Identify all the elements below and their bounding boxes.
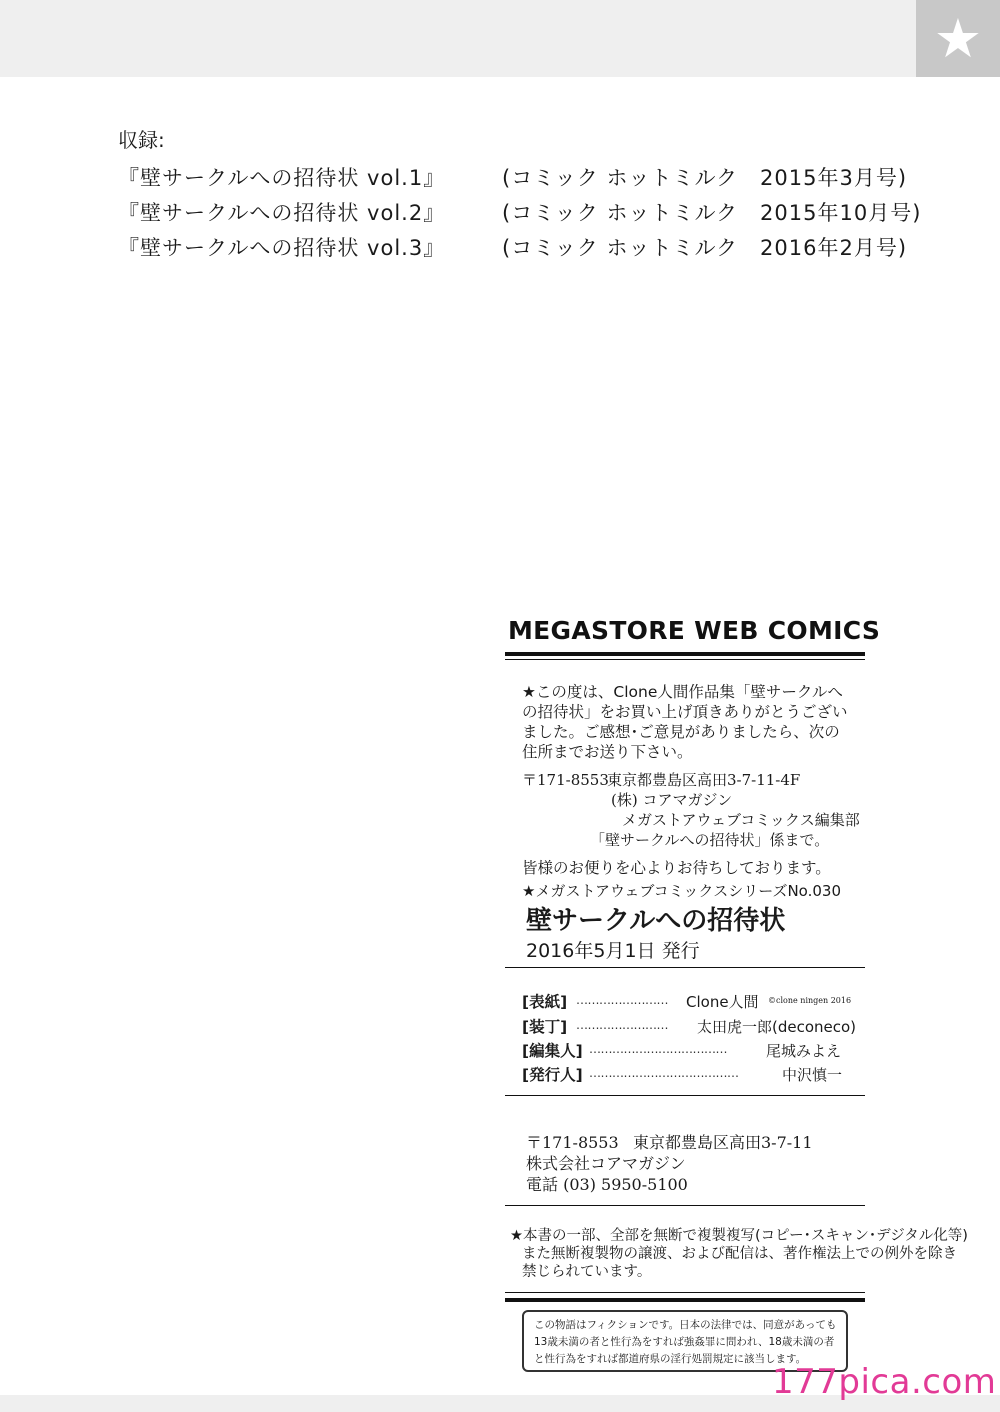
publisher-phone: 電話 (03) 5950-5100 (526, 1175, 688, 1194)
recording-source: (コミック ホットミルク 2015年3月号) (502, 166, 908, 190)
address-line: (株) コアマガジン (611, 791, 733, 809)
message-line: ました。ご感想･ご意見がありましたら、次の (522, 723, 840, 741)
address-line: 「壁サークルへの招待状」係まで。 (590, 831, 830, 849)
message-line: 住所までお送り下さい。 (522, 743, 693, 761)
address-line: メガストアウェブコミックス編集部 (622, 811, 860, 829)
credit-label: [装丁] (522, 1018, 568, 1036)
closing-text: 皆様のお便りを心よりお待ちしております。 (522, 859, 831, 877)
credit-dots: ………………………………… (589, 1066, 739, 1080)
credit-label: [表紙] (522, 993, 568, 1011)
recording-source: (コミック ホットミルク 2015年10月号) (502, 201, 922, 225)
divider (505, 1205, 865, 1206)
publisher-company: 株式会社コアマガジン (526, 1154, 686, 1173)
credit-value: 尾城みよえ (766, 1042, 842, 1060)
book-title: 壁サークルへの招待状 (526, 906, 786, 936)
disclaimer-line: 13歳未満の者と性行為をすれば強姦罪に問われ、18歳未満の者 (534, 1336, 835, 1348)
credit-dots: …………………… (576, 993, 668, 1007)
recording-work: 『壁サークルへの招待状 vol.2』 (118, 201, 446, 225)
credit-value: Clone人間 (686, 993, 759, 1011)
publisher-address: 東京都豊島区高田3-7-11 (633, 1133, 813, 1152)
divider (505, 1298, 865, 1302)
credit-value: 太田虎一郎(deconeco) (697, 1018, 857, 1036)
message-line: の招待状」をお買い上げ頂きありがとうござい (522, 703, 848, 721)
divider (505, 659, 865, 660)
publish-date: 2016年5月1日 発行 (526, 940, 700, 962)
message-line: ★この度は、Clone人間作品集「壁サークルへ (522, 683, 843, 701)
copyright-notice-line: 禁じられています。 (522, 1264, 652, 1280)
disclaimer-line: と性行為をすれば都道府県の淫行処罰規定に該当します。 (534, 1353, 807, 1365)
divider (505, 967, 865, 968)
copyright-notice-line: また無断複製物の譲渡、および配信は、著作権法上での例外を除き (522, 1246, 957, 1262)
recording-title: 収録: (118, 128, 165, 152)
credit-label: [編集人] (522, 1042, 583, 1060)
credit-value: 中沢慎一 (782, 1066, 843, 1084)
copyright-note: ©clone ningen 2016 (768, 996, 852, 1005)
copyright-notice-line: ★本書の一部、全部を無断で複製複写(コピー･スキャン･デジタル化等) (510, 1228, 968, 1244)
disclaimer-line: この物語はフィクションです。日本の法律では、同意があっても (534, 1319, 837, 1331)
address-line: 東京都豊島区高田3-7-11-4F (607, 771, 801, 789)
address-postal: 〒171-8553 (522, 771, 609, 789)
divider (505, 1292, 865, 1293)
brand-title: MEGASTORE WEB COMICS (508, 616, 881, 645)
divider (505, 1095, 865, 1096)
publisher-postal: 〒171-8553 (526, 1133, 619, 1152)
top-band (0, 0, 1000, 77)
credit-dots: ……………………………… (589, 1042, 727, 1056)
series-label: ★メガストアウェブコミックスシリーズNo.030 (522, 882, 841, 900)
credit-label: [発行人] (522, 1066, 583, 1084)
recording-work: 『壁サークルへの招待状 vol.3』 (118, 236, 446, 260)
credit-dots: …………………… (576, 1018, 668, 1032)
recording-source: (コミック ホットミルク 2016年2月号) (502, 236, 908, 260)
divider (505, 652, 865, 656)
watermark: 177pica.com (772, 1362, 997, 1402)
recording-work: 『壁サークルへの招待状 vol.1』 (118, 166, 446, 190)
star-icon: ★ (916, 0, 1000, 77)
